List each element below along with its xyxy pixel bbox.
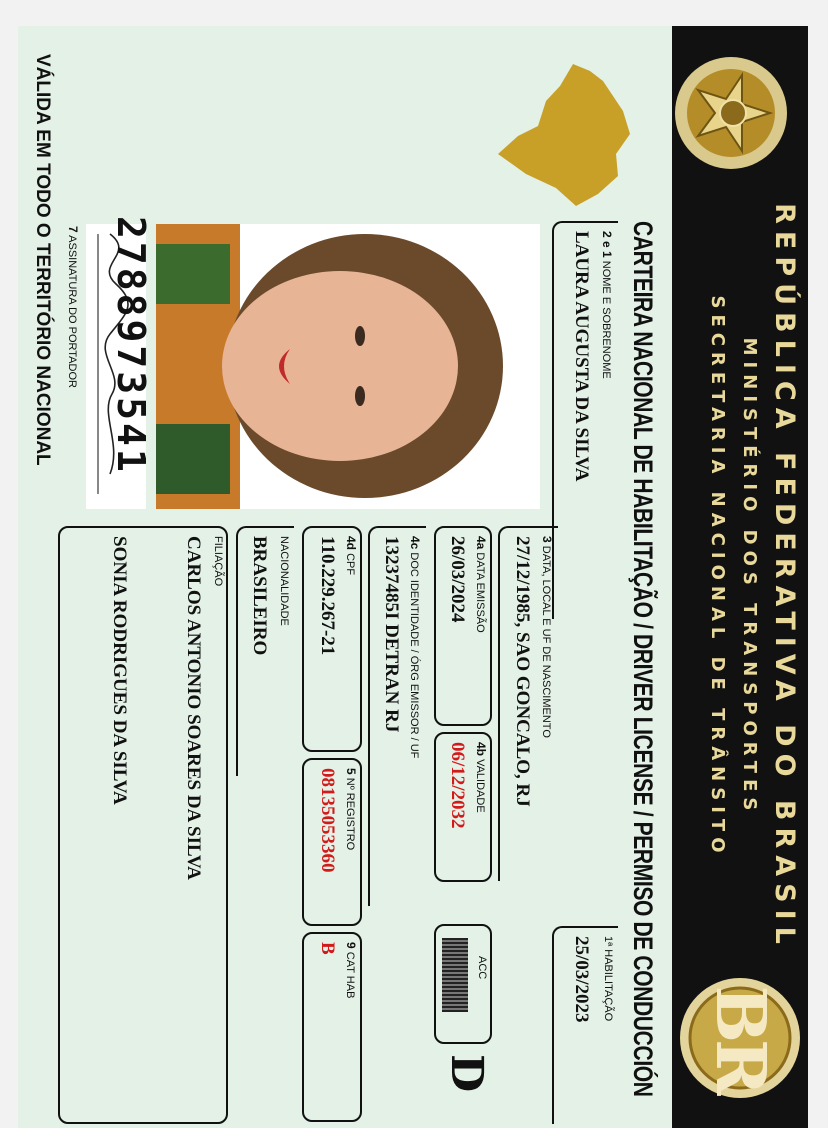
cat-hab-value: B bbox=[317, 942, 338, 955]
br-badge-text: BR bbox=[700, 985, 780, 1092]
license-title: CARTEIRA NACIONAL DE HABILITAÇÃO / DRIVER LICENSE / PERMISO DE CONDUCCIÓN bbox=[628, 221, 658, 1097]
nationality-label: NACIONALIDADE bbox=[278, 536, 290, 626]
country-name: REPÚBLICA FEDERATIVA DO BRASIL bbox=[769, 203, 800, 951]
cat-hab-label: 9 CAT HAB bbox=[344, 942, 358, 999]
brazil-map-icon bbox=[488, 56, 638, 211]
document-number: 2788973541 bbox=[109, 216, 153, 475]
cpf-value: 110.229.267-21 bbox=[317, 536, 338, 656]
name-label: 2 e 1 NOME E SOBRENOME bbox=[600, 231, 614, 379]
category-letter: D bbox=[441, 1054, 492, 1093]
father-name: CARLOS ANTONIO SOARES DA SILVA bbox=[183, 536, 204, 880]
id-doc-label: 4c DOC IDENTIDADE / ÓRG EMISSOR / UF bbox=[408, 536, 422, 759]
validity-value: 06/12/2032 bbox=[447, 742, 468, 829]
first-license-label: 1ª HABILITAÇÃO bbox=[602, 936, 614, 1022]
license-content bbox=[18, 26, 808, 1128]
acc-barcode bbox=[442, 938, 468, 1012]
acc-label: ACC bbox=[476, 956, 488, 980]
cpf-label: 4d CPF bbox=[344, 536, 358, 576]
mother-name: SONIA RODRIGUES DA SILVA bbox=[109, 536, 130, 805]
signature-label: 7 ASSINATURA DO PORTADOR bbox=[66, 226, 80, 388]
nationality-value: BRASILEIRO bbox=[249, 536, 270, 656]
birth-value: 27/12/1985, SAO GONCALO, RJ bbox=[512, 536, 533, 807]
first-license-value: 25/03/2023 bbox=[571, 936, 592, 1023]
name-value: LAURA AUGUSTA DA SILVA bbox=[571, 231, 592, 482]
ministry-name: MINISTÉRIO DOS TRANSPORTES bbox=[739, 337, 760, 817]
issue-date-value: 26/03/2024 bbox=[447, 536, 468, 623]
portrait-photo bbox=[156, 224, 540, 509]
validity-label: 4b VALIDADE bbox=[474, 742, 488, 813]
filiation-label: FILIAÇÃO bbox=[212, 536, 224, 587]
registry-label: 5 Nº REGISTRO bbox=[344, 768, 358, 851]
license-card bbox=[18, 26, 808, 1128]
coat-of-arms-emblem bbox=[672, 54, 790, 172]
id-doc-value: 13237485I DETRAN RJ bbox=[381, 536, 402, 733]
birth-label: 3 DATA, LOCAL E UF DE NASCIMENTO bbox=[540, 536, 554, 738]
validity-note: VÁLIDA EM TODO O TERRITÓRIO NACIONAL bbox=[32, 54, 53, 466]
secretariat-name: SECRETARIA NACIONAL DE TRÂNSITO bbox=[707, 295, 728, 859]
issue-date-label: 4a DATA EMISSÃO bbox=[474, 536, 488, 633]
registry-value: 08135053360 bbox=[317, 768, 338, 873]
